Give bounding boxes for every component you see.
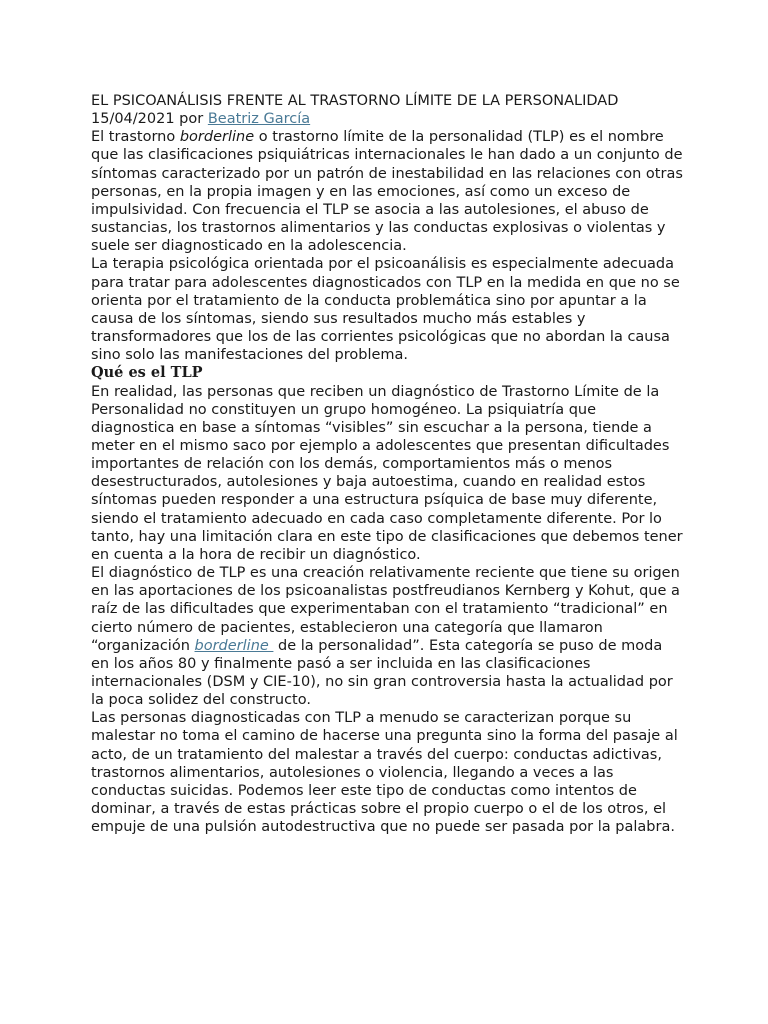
paragraph-intro <box>91 128 683 255</box>
article-byline <box>91 110 683 128</box>
borderline-term: borderline <box>179 129 255 146</box>
author-link[interactable]: Beatriz García <box>207 111 311 128</box>
document-page <box>91 92 683 836</box>
paragraph-behaviour: Las personas diagnosticadas con TLP a menudo se caracterizan porque su malestar no toma el camino de hacerse una pregunta sino la forma del pasaje al acto, de un tratamiento del malestar a través del cuerpo: conductas adictivas, trastornos alimentarios, autolesiones o violencia, llegando a veces a las conductas suicidas. Podemos leer este tipo de conductas como intentos de dominar, a través de estas prácticas sobre el propio cuerpo o el de los otros, el empuje de una pulsión autodestructiva que no puede ser pasada por la palabra. <box>91 710 678 836</box>
publish-date: 15/04/2021 <box>91 111 175 128</box>
paragraph-history-rest: de la personalidad”. Esta categoría se puso de moda en los años 80 y finalmente pasó a ser incluida en las clasificaciones internacionales (DSM y CIE-10), no sin gran controversia hasta la actualidad por la poca solidez del constructo. <box>91 637 673 709</box>
paragraph-history-start: El diagnóstico de TLP es una creación relativamente reciente que tiene su origen en las aportaciones de los psicoanalistas postfreudianos Kernberg y Kohut, que a raíz de las dificultades que experimentaban con el tratamiento “tradicional” en cierto número de pacientes, establecieron una categoría que llamaron “organización <box>91 565 685 654</box>
byline-by: por <box>174 111 208 128</box>
section-heading: Qué es el TLP <box>91 364 203 382</box>
paragraph-intro-start: El trastorno <box>91 129 180 146</box>
borderline-link[interactable]: borderline <box>194 637 274 654</box>
article-title: EL PSICOANÁLISIS FRENTE AL TRASTORNO LÍMITE DE LA PERSONALIDAD <box>91 93 619 109</box>
paragraph-therapy: La terapia psicológica orientada por el psicoanálisis es especialmente adecuada para tratar para adolescentes diagnosticados con TLP en la medida en que no se orienta por el tratamiento de la conducta problemática sino por apuntar a la causa de los síntomas, siendo sus resultados mucho más estables y transformadores que los de las corrientes psicológicas que no abordan la causa sino solo las manifestaciones del problema. <box>91 256 680 364</box>
paragraph-intro-rest: o trastorno límite de la personalidad (TLP) es el nombre que las clasificaciones psiquiátricas internacionales le han dado a un conjunto de síntomas caracterizado por un patrón de inestabilidad en las relaciones con otras personas, en la propia imagen y en las emociones, así como un exceso de impulsividad. Con frecuencia el TLP se asocia a las autolesiones, el abuso de sustancias, los trastornos alimentarios y las conductas explosivas o violentas y suele ser diagnosticado en la adolescencia. <box>91 129 683 255</box>
paragraph-diagnosis: En realidad, las personas que reciben un diagnóstico de Trastorno Límite de la Personalidad no constituyen un grupo homogéneo. La psiquiatría que diagnostica en base a síntomas “visibles” sin escuchar a la persona, tiende a meter en el mismo saco por ejemplo a adolescentes que presentan dificultades importantes de relación con los demás, comportamientos más o menos desestructurados, autolesiones y baja autoestima, cuando en realidad estos síntomas pueden responder a una estructura psíquica de base muy diferente, siendo el tratamiento adecuado en cada caso completamente diferente. Por lo tanto, hay una limitación clara en este tipo de clasificaciones que debemos tener en cuenta a la hora de recibir un diagnóstico. <box>91 383 683 563</box>
paragraph-history <box>91 564 683 709</box>
